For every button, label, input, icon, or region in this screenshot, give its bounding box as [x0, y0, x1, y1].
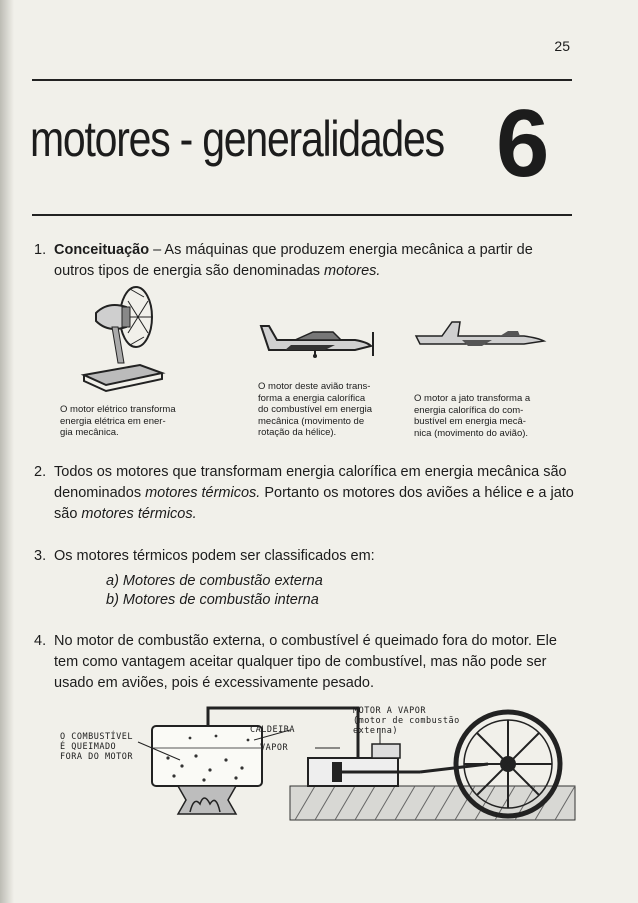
steam-engine-label: MOTOR A VAPOR (motor de combustão externa) [353, 706, 460, 736]
fan-caption: O motor elétrico transforma energia elétrica em ener- gia mecânica. [60, 404, 176, 438]
section-emphasis: motores. [324, 263, 381, 279]
prop-airplane-illustration [255, 318, 380, 358]
section-2: 2. Todos os motores que transformam energia calorífica em energia mecânica são denominados motores térmicos. Portanto os motores dos aviões a hélice e a jato são motores térmicos. [34, 464, 574, 522]
bottom-rule [32, 214, 572, 216]
section-number: 4. [34, 633, 47, 649]
classification-item-b: b) Motores de combustão interna [106, 592, 319, 608]
section-1 [34, 240, 574, 282]
section-4: 4. No motor de combustão externa, o combustível é queimado fora do motor. Ele tem como vantagem aceitar qualquer tipo de combustível, mas não pode ser usado em aviões, pois é excessivamente pesado. [34, 633, 557, 691]
section-number: 2. [34, 464, 47, 480]
section-text: – As máquinas que produzem energia mecânica a partir de outros tipos de energia são denominadas [54, 242, 533, 279]
top-rule [32, 79, 572, 81]
section-number: 1. [34, 242, 47, 258]
section-number: 3. [34, 548, 47, 564]
page-edge-shadow [0, 0, 14, 903]
fuel-label: O COMBUSTÍVEL É QUEIMADO FORA DO MOTOR [60, 732, 134, 762]
prop-plane-caption: O motor deste avião trans- forma a energia calorífica do combustível em energia mecânica (movimento de rotação da hélice). [258, 381, 373, 438]
electric-fan-illustration [78, 283, 168, 395]
chapter-number: 6 [496, 90, 550, 197]
jet-caption: O motor a jato transforma a energia calorífica do com- bustível em energia mecâ- nica (movimento do avião). [414, 393, 531, 439]
page-number: 25 [554, 38, 570, 54]
steam-engine-diagram [40, 700, 580, 828]
boiler-label: CALDEIRA [250, 725, 295, 735]
chapter-title: motores - generalidades [30, 111, 444, 167]
jet-airplane-illustration [412, 318, 547, 348]
section-heading: Conceituação [54, 242, 150, 258]
classification-item-a: a) Motores de combustão externa [106, 573, 323, 589]
section-3: 3. Os motores térmicos podem ser classificados em: [34, 546, 574, 567]
steam-label: VAPOR [260, 743, 289, 753]
